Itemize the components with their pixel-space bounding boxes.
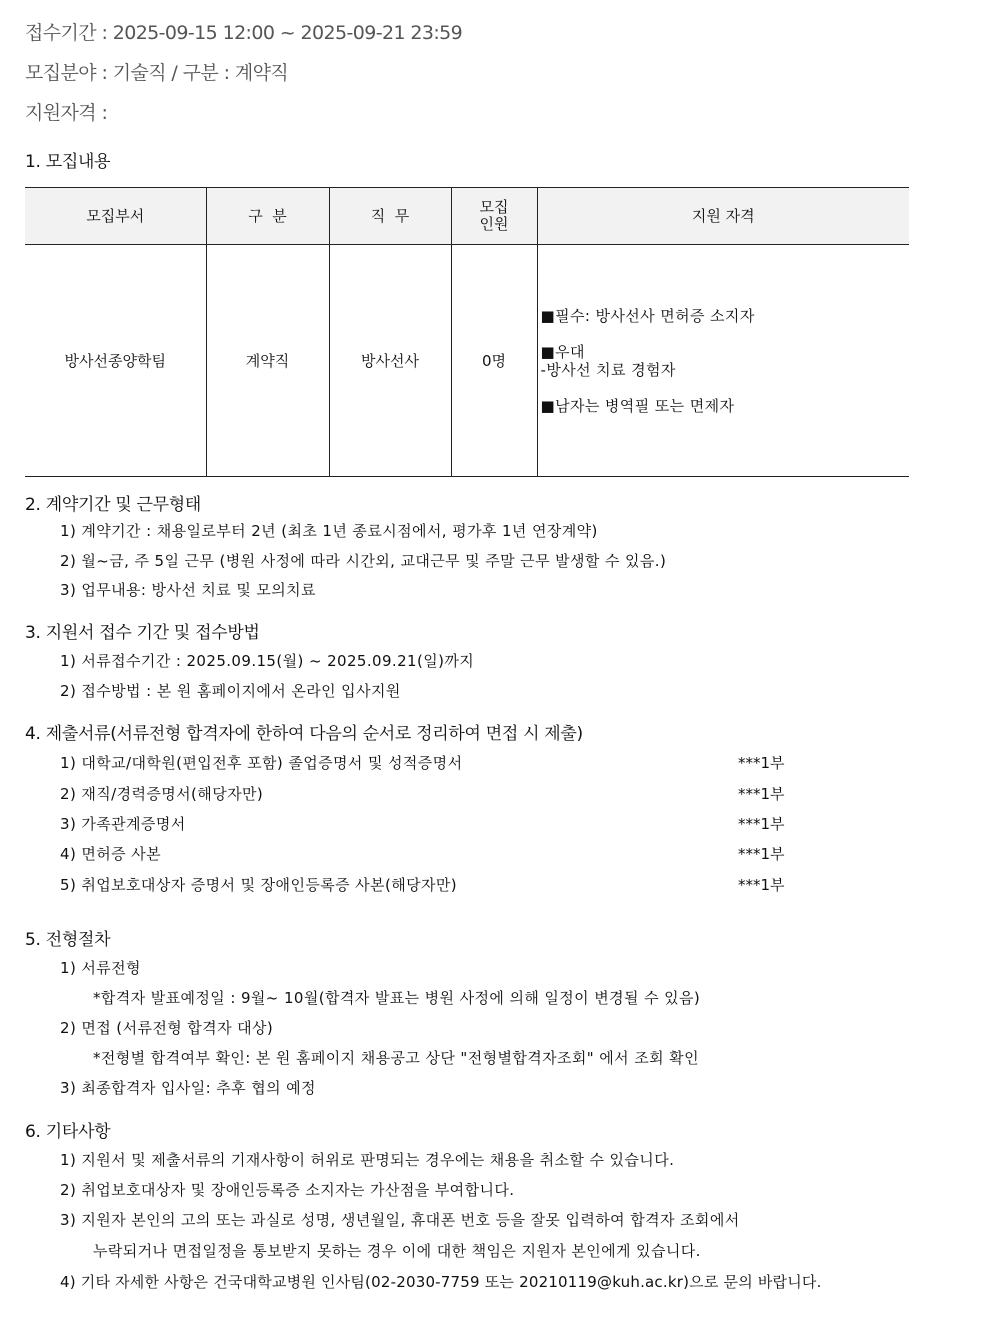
cell-qual	[537, 245, 909, 477]
list-note: *전형별 합격여부 확인: 본 원 홈페이지 채용공고 상단 "전형별합격자조회" 에서 조회 확인	[93, 1049, 699, 1067]
cell-count: 0명	[451, 245, 537, 477]
list-item: 1) 계약기간 : 채용일로부터 2년 (최초 1년 종료시점에서, 평가후 1년 연장계약)	[60, 522, 598, 540]
field-label: 모집분야	[25, 62, 97, 84]
qual-military: ■남자는 병역필 또는 면제자	[540, 396, 735, 415]
list-item: 1) 서류접수기간 : 2025.09.15(월) ~ 2025.09.21(일)까지	[60, 652, 475, 670]
header-count: 모집 인원	[451, 188, 537, 245]
header-job: 직 무	[329, 188, 451, 245]
list-item: 1) 지원서 및 제출서류의 기재사항이 허위로 판명되는 경우에는 채용을 취소할 수 있습니다.	[60, 1151, 675, 1169]
list-item: 2) 면접 (서류전형 합격자 대상)	[60, 1019, 274, 1037]
header-type: 구 분	[206, 188, 329, 245]
table-header-row	[25, 188, 909, 245]
section-5-title: 5. 전형절차	[25, 930, 111, 950]
header-qual: 지원 자격	[537, 188, 909, 245]
section-2-title: 2. 계약기간 및 근무형태	[25, 495, 202, 515]
header-dept: 모집부서	[25, 188, 206, 245]
section-4-title: 4. 제출서류(서류전형 합격자에 한하여 다음의 순서로 정리하여 면접 시 제출)	[25, 724, 583, 744]
copy-count: ***1부	[738, 815, 785, 833]
list-item: 5) 취업보호대상자 증명서 및 장애인등록증 사본(해당자만)	[60, 876, 458, 894]
period-label: 접수기간	[25, 22, 97, 44]
section-3-title: 3. 지원서 접수 기간 및 접수방법	[25, 623, 260, 643]
list-item-continued: 누락되거나 면접일정을 통보받지 못하는 경우 이에 대한 책임은 지원자 본인에게 있습니다.	[93, 1242, 701, 1260]
list-item: 1) 대학교/대학원(편입전후 포함) 졸업증명서 및 성적증명서	[60, 754, 463, 772]
list-item: 2) 재직/경력증명서(해당자만)	[60, 785, 264, 803]
list-item: 2) 접수방법 : 본 원 홈페이지에서 온라인 입사지원	[60, 682, 401, 700]
qual-pref-item: -방사선 치료 경험자	[540, 360, 676, 379]
type-value: 계약직	[234, 62, 289, 84]
qual-label: 지원자격	[25, 102, 97, 124]
field-line: 모집분야 : 기술직 / 구분 : 계약직	[25, 62, 289, 84]
qual-pref-title: ■우대	[540, 342, 585, 361]
list-item: 1) 서류전형	[60, 959, 141, 977]
list-note: *합격자 발표예정일 : 9월~ 10월(합격자 발표는 병원 사정에 의해 일정이 변경될 수 있음)	[93, 989, 701, 1007]
period-line: 접수기간 : 2025-09-15 12:00 ~ 2025-09-21 23:59	[25, 22, 463, 44]
list-item: 3) 업무내용: 방사선 치료 및 모의치료	[60, 581, 316, 599]
section-6-title: 6. 기타사항	[25, 1122, 111, 1142]
section-1-title: 1. 모집내용	[25, 152, 111, 172]
list-item: 4) 기타 자세한 사항은 건국대학교병원 인사팀(02-2030-7759 또는 20210119@kuh.ac.kr)으로 문의 바랍니다.	[60, 1273, 822, 1291]
list-item: 4) 면허증 사본	[60, 845, 161, 863]
list-item: 2) 월~금, 주 5일 근무 (병원 사정에 따라 시간외, 교대근무 및 주말 근무 발생할 수 있음.)	[60, 552, 667, 570]
recruitment-table	[25, 187, 909, 477]
cell-job: 방사선사	[329, 245, 451, 477]
period-value: 2025-09-15 12:00 ~ 2025-09-21 23:59	[112, 22, 463, 44]
qual-line: 지원자격 :	[25, 102, 108, 124]
list-item: 3) 가족관계증명서	[60, 815, 186, 833]
copy-count: ***1부	[738, 845, 785, 863]
copy-count: ***1부	[738, 785, 785, 803]
list-item: 2) 취업보호대상자 및 장애인등록증 소지자는 가산점을 부여합니다.	[60, 1181, 515, 1199]
list-item: 3) 지원자 본인의 고의 또는 과실로 성명, 생년월일, 휴대폰 번호 등을 잘못 입력하여 합격자 조회에서	[60, 1211, 740, 1229]
copy-count: ***1부	[738, 754, 785, 772]
cell-type: 계약직	[206, 245, 329, 477]
copy-count: ***1부	[738, 876, 785, 894]
table-row	[25, 245, 909, 477]
field-value: 기술직	[112, 62, 166, 84]
cell-dept: 방사선종양학팀	[25, 245, 206, 477]
list-item: 3) 최종합격자 입사일: 추후 협의 예정	[60, 1079, 316, 1097]
qual-required: ■필수: 방사선사 면허증 소지자	[540, 306, 755, 325]
type-label: 구분	[182, 62, 219, 84]
